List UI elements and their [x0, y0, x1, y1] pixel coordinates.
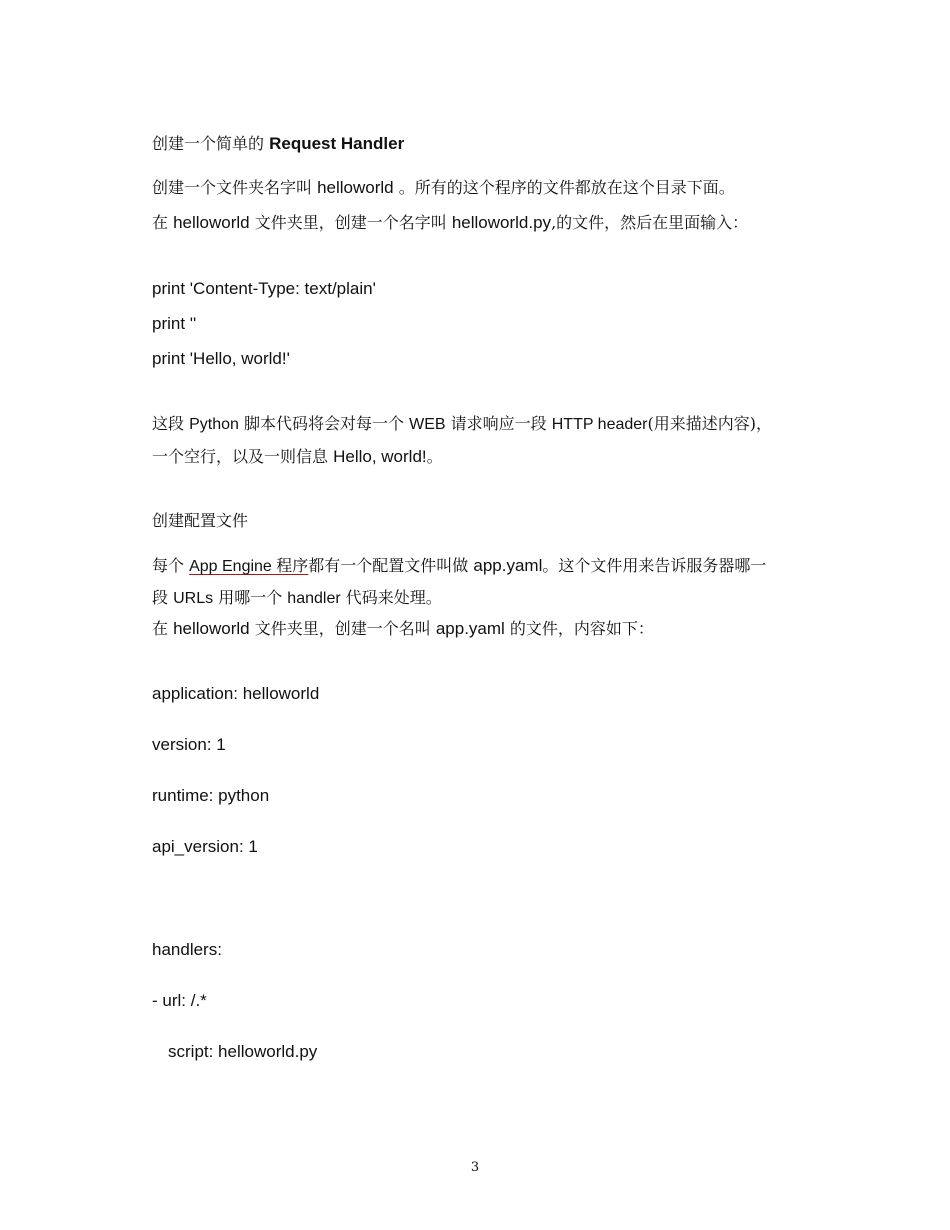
- paragraph-app-yaml-cont: 段 URLs 用哪一个 handler 代码来处理。: [152, 588, 442, 607]
- section-heading-config-file: 创建配置文件: [152, 511, 249, 530]
- paragraph-create-folder: 创建一个文件夹名字叫 helloworld 。所有的这个程序的文件都放在这个目录下面。: [152, 178, 735, 197]
- paragraph-app-yaml: 每个 App Engine 程序都有一个配置文件叫做 app.yaml。这个文件用来告诉服务器哪一: [152, 556, 767, 575]
- heading-cn: 创建一个简单的: [152, 134, 270, 153]
- code-line: print 'Content-Type: text/plain': [152, 279, 376, 298]
- paragraph-create-yaml-file: 在 helloworld 文件夹里，创建一个名叫 app.yaml 的文件，内容如下：: [152, 619, 654, 638]
- heading-en: Request Handler: [269, 134, 405, 153]
- yaml-line-application: application: helloworld: [152, 684, 320, 703]
- paragraph-create-py-file: 在 helloworld 文件夹里，创建一个名字叫 helloworld.py,的文件，然后在里面输入：: [152, 213, 749, 232]
- yaml-line-runtime: runtime: python: [152, 786, 270, 805]
- page-number: 3: [470, 1160, 480, 1175]
- yaml-line-handlers: handlers:: [152, 940, 222, 959]
- yaml-line-api-version: api_version: 1: [152, 837, 258, 856]
- code-line: print '': [152, 314, 197, 333]
- paragraph-script-description: 这段 Python 脚本代码将会对每一个 WEB 请求响应一段 HTTP header(用来描述内容)，: [152, 414, 772, 433]
- section-heading-request-handler: [152, 134, 404, 154]
- app-engine-link[interactable]: App Engine 程序: [189, 558, 309, 575]
- code-line: print 'Hello, world!': [152, 349, 290, 368]
- paragraph-script-description-cont: 一个空行，以及一则信息 Hello, world!。: [152, 447, 443, 466]
- yaml-line-url: - url: /.*: [152, 991, 207, 1010]
- yaml-line-script: script: helloworld.py: [168, 1042, 318, 1061]
- yaml-line-version: version: 1: [152, 735, 226, 754]
